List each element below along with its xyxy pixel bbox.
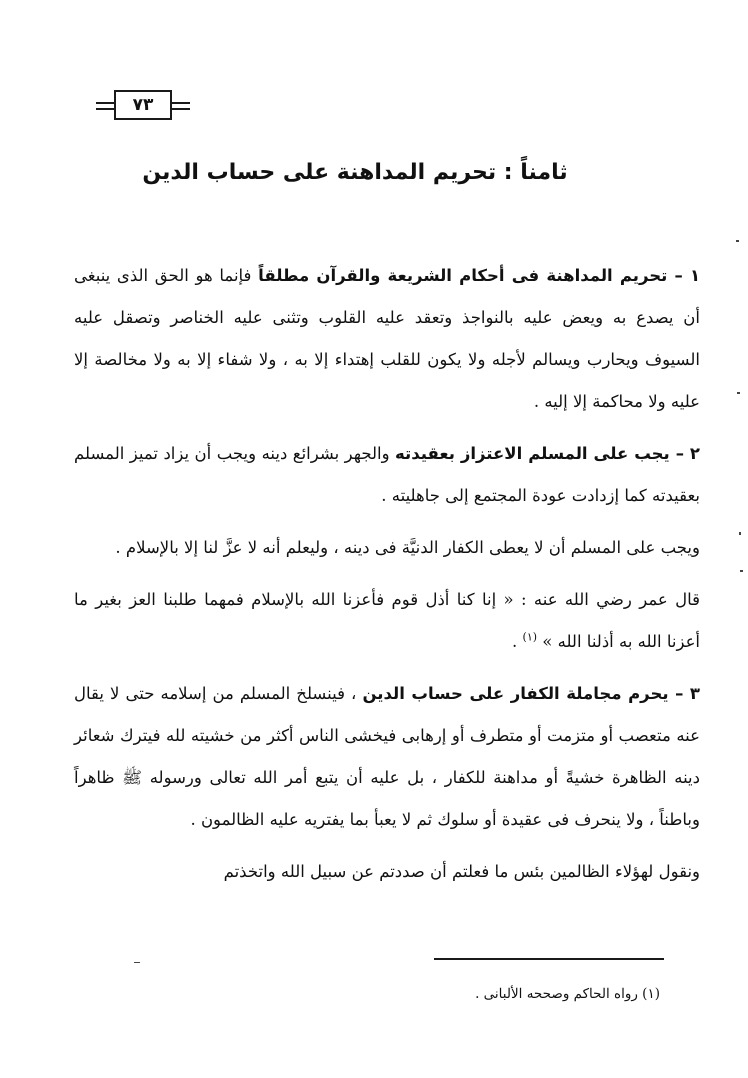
- paragraph-2-text: والجهر بشرائع دينه ويجب أن يزاد تميز المسلم بعقيدته كما إزدادت عودة المجتمع إلى جاهليته .: [74, 444, 700, 505]
- paragraph-2: [74, 433, 700, 517]
- paragraph-1-bold: ١ – تحريم المداهنة فى أحكام الشريعة والقرآن مطلقاً: [258, 266, 701, 285]
- paragraph-2-bold: ٢ – يجب على المسلم الاعتزاز بعقيدته: [395, 444, 700, 463]
- body-text: [74, 255, 700, 903]
- paragraph-6: [74, 851, 700, 893]
- footnote-reference: (١): [522, 630, 538, 644]
- scan-speck: [740, 570, 743, 572]
- scan-speck: [739, 532, 741, 535]
- paragraph-4: قال عمر رضي الله عنه : « إنا كنا أذل قوم فأعزنا الله بالإسلام فمهما طلبنا العز بغير ما أعزنا الله به أذلنا الله » $^{(١)}$ .: [74, 590, 700, 651]
- footnote-divider: [434, 958, 664, 960]
- paragraph-1: [74, 255, 700, 423]
- paragraph-6-text: ونقول لهؤلاء الظالمين بئس ما فعلتم أن صددتم عن سبيل الله واتخذتم: [223, 862, 700, 881]
- page-number-left-rule: [96, 102, 114, 104]
- scan-speck: [737, 392, 740, 394]
- paragraph-3: [74, 527, 700, 569]
- paragraph-5: [74, 673, 700, 841]
- page-number: ٧٣: [114, 90, 172, 120]
- paragraph-5-text: ، فينسلخ المسلم من إسلامه حتى لا يقال عنه متعصب أو متزمت أو متطرف أو إرهابى فيخشى الناس أكثر من خشيته لله فيترك شعائر دينه الظاهرة خشيةً أو مداهنة للكفار ، بل عليه أن يتبع أمر الله تعالى ورسوله ﷺ ظاهراً وباطناً ، ولا ينحرف فى عقيدة أو سلوك ثم لا يعبأ بما يفتريه عليه الظالمون .: [74, 684, 700, 829]
- paragraph-1-text: فإنما هو الحق الذى ينبغى أن يصدع به ويعض عليه بالنواجذ وتعقد عليه القلوب وتثنى عليه الخناصر وتصقل عليه السيوف ويحارب ويسالم لأجله ولا يكون للقلب إهتداء إلا به ، ولا شفاء إلا به ولا مخالصة إلا عليه ولا محاكمة إلا إليه .: [74, 266, 700, 411]
- page-number-right-rule: [172, 108, 190, 110]
- page-number-right-rule: [172, 102, 190, 104]
- paragraph-3-text: ويجب على المسلم أن لا يعطى الكفار الدنيَّة فى دينه ، وليعلم أنه لا عزَّ لنا إلا بالإسلام .: [115, 538, 700, 557]
- scan-speck: [736, 240, 739, 242]
- paragraph-4-text: قال عمر رضي الله عنه : « إنا كنا أذل قوم فأعزنا الله بالإسلام فمهما طلبنا العز بغير ما أعزنا الله به أذلنا الله »: [74, 590, 700, 651]
- page-number-frame: [96, 86, 196, 126]
- footnote: (١) رواه الحاكم وصححه الألبانى .: [475, 986, 660, 1002]
- section-heading: ثامناً : تحريم المداهنة على حساب الدين: [142, 160, 568, 185]
- scan-speck: [134, 962, 140, 963]
- page-number-left-rule: [96, 108, 114, 110]
- paragraph-5-bold: ٣ – يحرم مجاملة الكفار على حساب الدين: [362, 684, 700, 703]
